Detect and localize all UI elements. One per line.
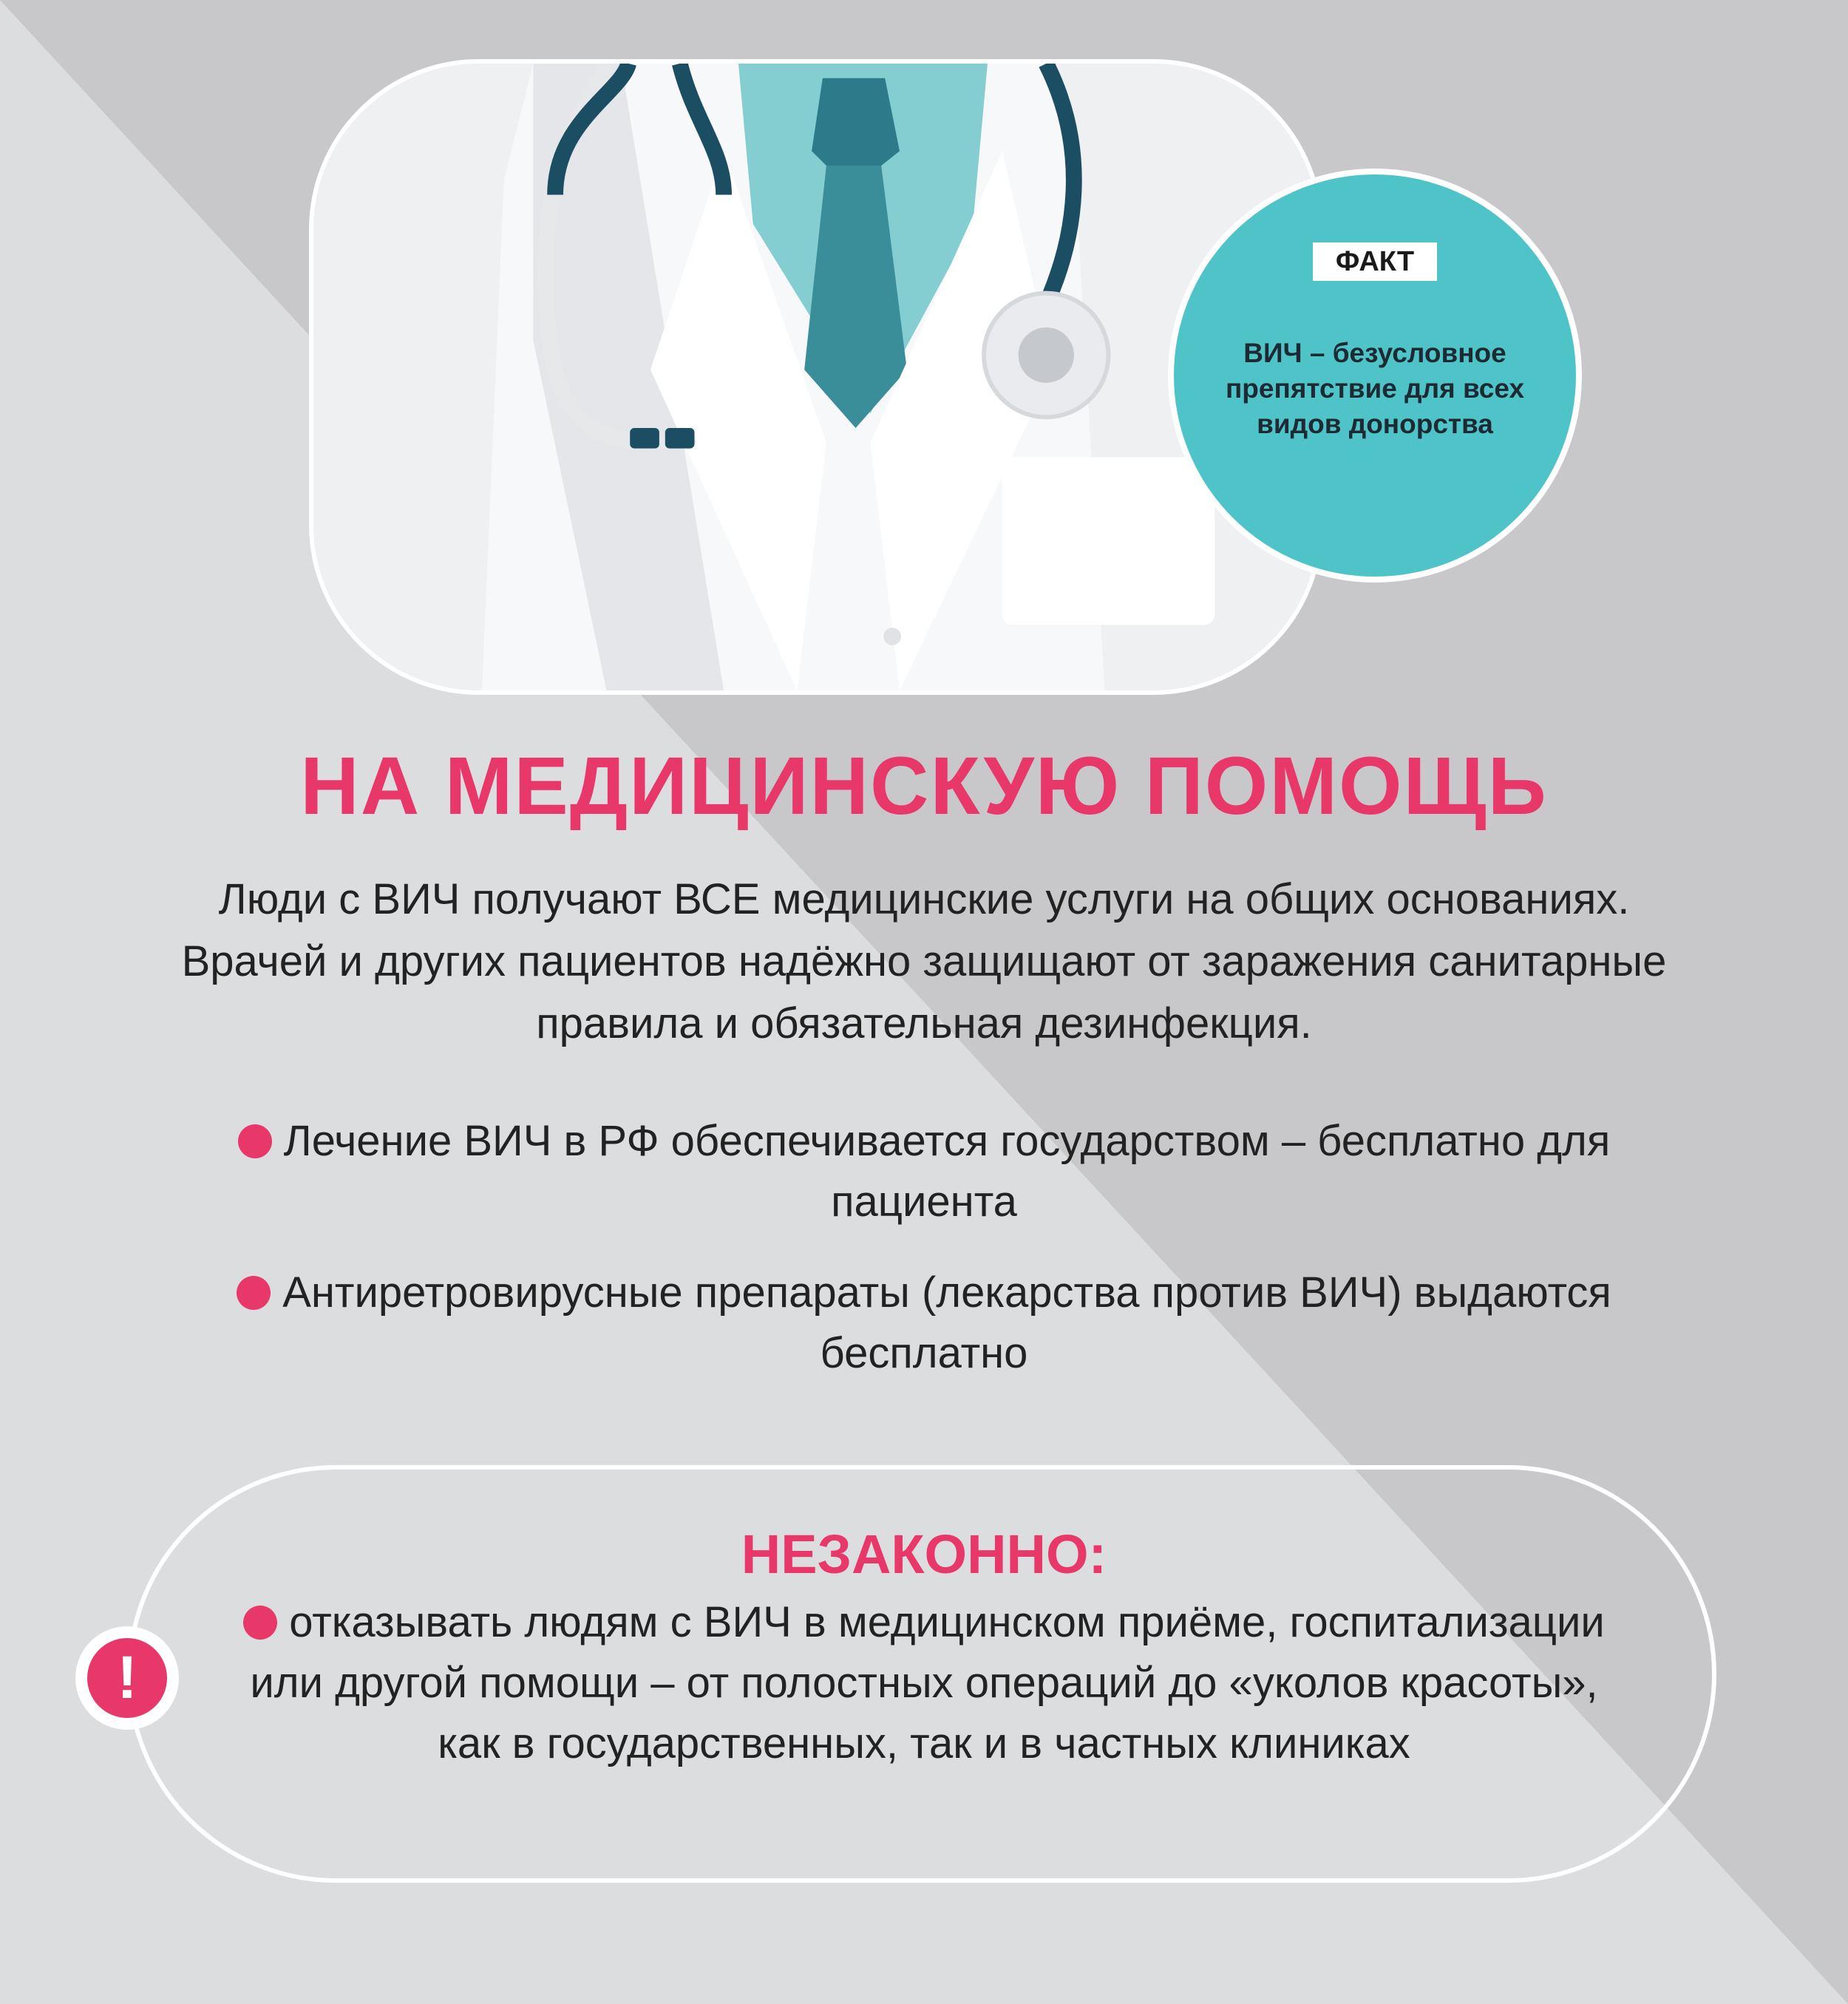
fact-text: ВИЧ – безусловное препятствие для всех видов донорства <box>1225 338 1525 439</box>
warning-text-block <box>222 1592 1626 1774</box>
bullet-dot <box>237 1276 271 1310</box>
bullet-item <box>222 1263 1626 1384</box>
bullet-text: Лечение ВИЧ в РФ обеспечивается государством – бесплатно для пациента <box>283 1117 1611 1226</box>
exclamation-symbol: ! <box>87 1638 167 1718</box>
exclamation-icon <box>75 1626 179 1730</box>
bullet-dot <box>238 1124 272 1158</box>
warning-text: отказывать людям с ВИЧ в медицинском приёме, госпитализации или другой помощи – от полостных операций до «уколов красоты», как в государственных, так и в частных клиниках <box>250 1598 1605 1767</box>
intro-paragraph: Люди с ВИЧ получают ВСЕ медицинские услуги на общих основаниях. Врачей и других пациентов надёжно защищают от заражения санитарные правила и обязательная дезинфекция. <box>181 875 1667 1047</box>
bullet-dot <box>243 1606 277 1640</box>
fact-circle <box>1168 169 1582 582</box>
bullet-item <box>222 1111 1626 1232</box>
bullet-text: Антиретровирусные препараты (лекарства против ВИЧ) выдаются бесплатно <box>282 1268 1611 1377</box>
warning-title: НЕЗАКОННО: <box>741 1524 1107 1585</box>
fact-label: ФАКТ <box>1313 242 1437 281</box>
page-title: НА МЕДИЦИНСКУЮ ПОМОЩЬ <box>300 741 1548 832</box>
